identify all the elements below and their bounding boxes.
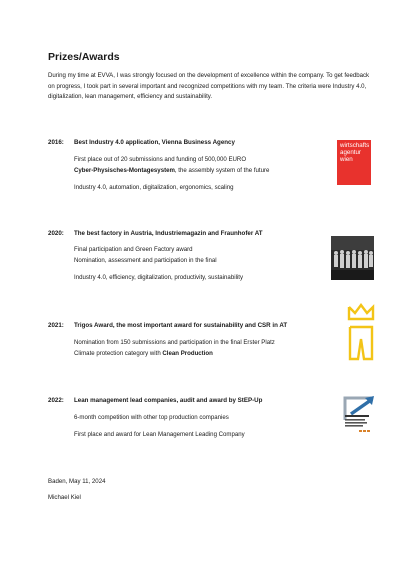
award-2022-detail-1: 6-month competition with other top production companies <box>74 414 229 421</box>
footer-signature-name: Michael Kiel <box>48 494 81 501</box>
award-2016-system-name: Cyber-Physisches-Montagesystem <box>74 167 175 174</box>
award-title: The best factory in Austria, Industriemagazin and Fraunhofer AT <box>74 230 263 237</box>
award-2016-system-desc: , the assembly system of the future <box>174 167 270 174</box>
award-2021-heading <box>48 322 287 329</box>
wirtschaftsagentur-logo <box>337 140 371 185</box>
award-year: 2021: <box>48 322 64 329</box>
award-2021-project: Clean Production <box>162 350 213 357</box>
page-title: Prizes/Awards <box>48 51 120 63</box>
award-2020-detail-1: Final participation and Green Factory award <box>74 246 193 253</box>
award-2016-detail-2 <box>74 167 269 174</box>
logo-text-line: wirtschafts <box>340 142 370 149</box>
award-title: Trigos Award, the most important award for sustainability and CSR in AT <box>74 322 288 329</box>
logo-text-line: agentur <box>340 149 361 156</box>
award-2021-detail-2 <box>74 350 213 357</box>
award-2020-heading <box>48 230 263 237</box>
award-2020-criteria: Industry 4.0, efficiency, digitalization, productivity, sustainability <box>74 274 244 281</box>
award-title: Best Industry 4.0 application, Vienna Business Agency <box>74 139 235 146</box>
award-year: 2020: <box>48 230 64 237</box>
award-ceremony-photo <box>331 236 374 280</box>
award-2016-heading <box>48 139 235 146</box>
trigos-logo <box>343 303 379 361</box>
intro-paragraph: During my time at EVVA, I was strongly focused on the development of excellence within the company. To get feedback on progress, I took part in several important and recognized competitions with my team. The criteria were Industry 4.0, digitalization, lean management, efficiency and sustainability. <box>48 72 370 101</box>
stepup-award-logo <box>341 392 379 437</box>
footer-place-date: Baden, May 11, 2024 <box>48 478 106 485</box>
award-2016-criteria: Industry 4.0, automation, digitalization, ergonomics, scaling <box>74 184 234 191</box>
award-2021-detail-1: Nomination from 150 submissions and participation in the final Erster Platz <box>74 339 275 346</box>
award-year: 2022: <box>48 397 64 404</box>
award-title: Lean management lead companies, audit and award by StEP-Up <box>74 397 263 404</box>
award-2020-detail-2: Nomination, assessment and participation in the final <box>74 257 217 264</box>
award-2021-category: Climate protection category with <box>74 350 163 357</box>
award-2016-detail-1: First place out of 20 submissions and funding of 500,000 EURO <box>74 156 247 163</box>
logo-text-line: wien <box>340 156 353 163</box>
award-2022-detail-2: First place and award for Lean Management Leading Company <box>74 431 245 438</box>
award-2022-heading <box>48 397 262 404</box>
award-year: 2016: <box>48 139 64 146</box>
